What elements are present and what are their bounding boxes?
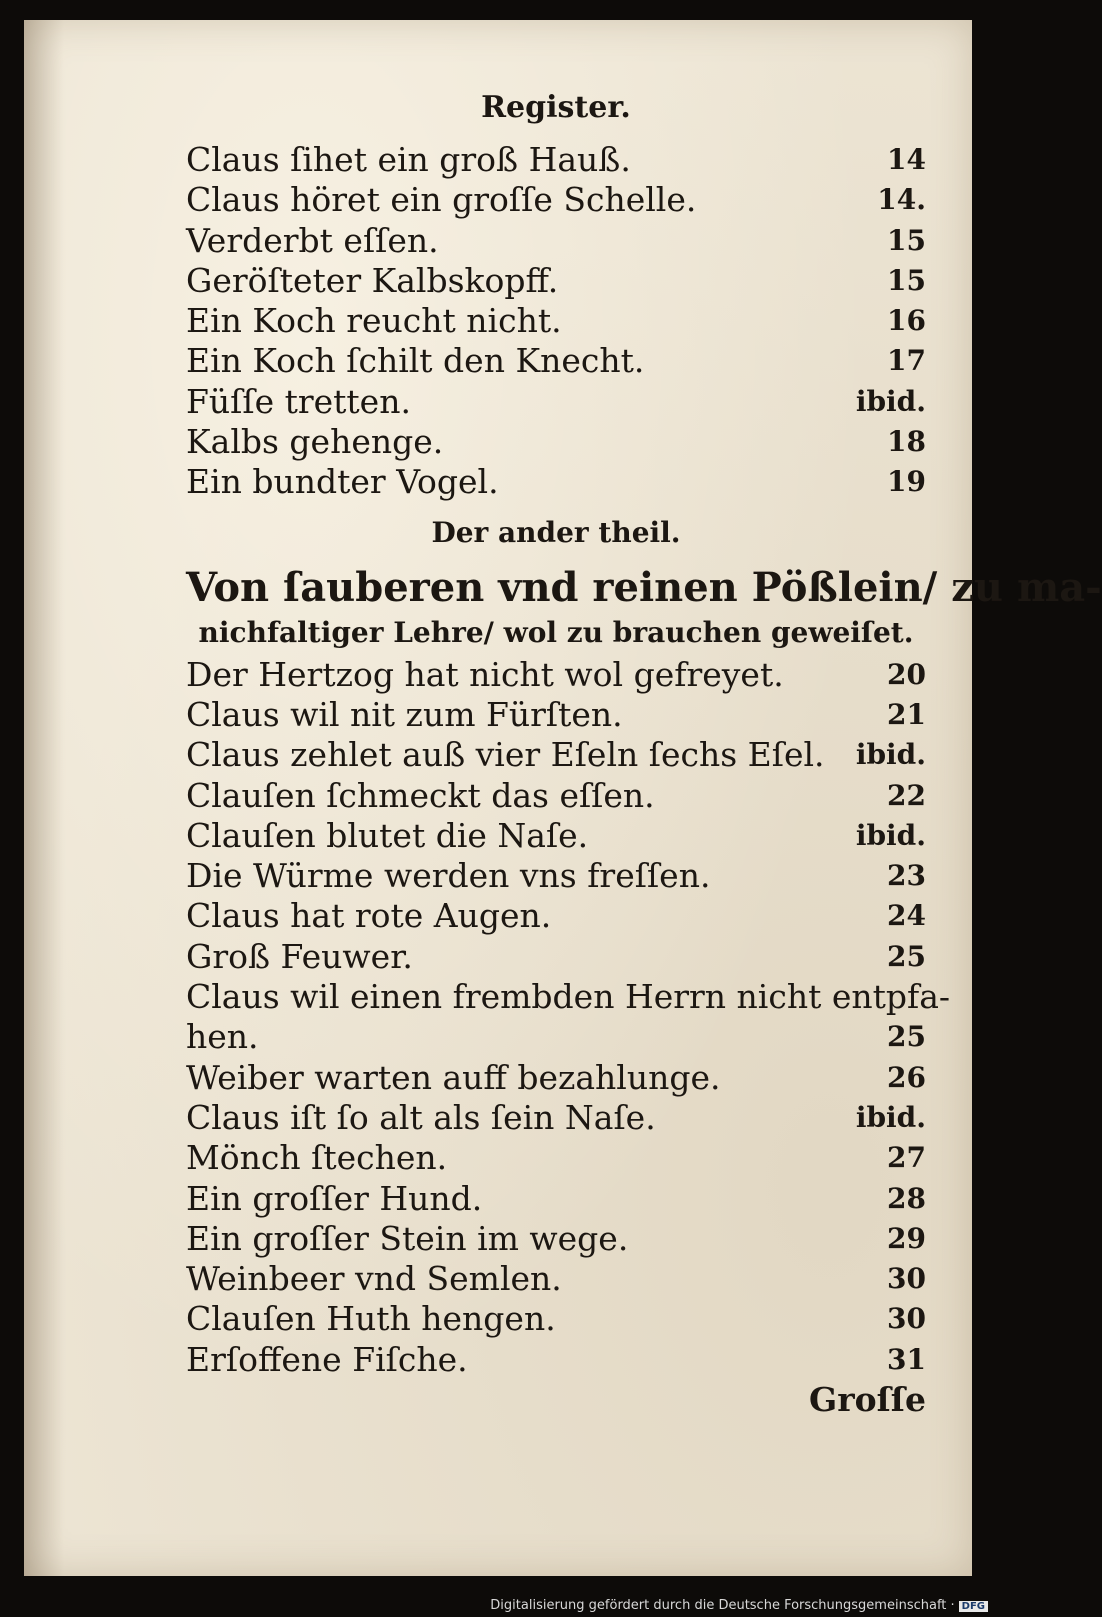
register-list-part1	[186, 140, 926, 503]
entry-page-number: 30	[887, 1262, 926, 1296]
entry-page-number: 14	[887, 143, 926, 176]
entry-page-number: 22	[887, 778, 926, 812]
register-entry	[186, 462, 926, 502]
section-description-line1: Von ſauberen vnd reinen Pößlein/ zu ma-	[186, 563, 1102, 611]
entry-title: Claus ſihet ein groß Hauß.	[186, 140, 631, 179]
register-entry	[186, 695, 926, 735]
register-entry	[186, 341, 926, 381]
entry-page-number: ibid.	[855, 818, 926, 852]
entry-title: Ein bundter Vogel.	[186, 462, 499, 502]
entry-title: Der Hertzog hat nicht wol gefreyet.	[186, 654, 784, 694]
register-entry	[186, 655, 926, 695]
entry-title: Ein groſſer Stein im wege.	[186, 1218, 629, 1258]
page-heading: Register.	[481, 90, 631, 125]
entry-page-number: 25	[887, 939, 926, 973]
entry-title: Ein Koch ſchilt den Knecht.	[186, 341, 645, 381]
register-entry	[186, 301, 926, 341]
catchword-row	[186, 1380, 926, 1424]
register-entry	[186, 856, 926, 896]
register-entry	[186, 180, 926, 220]
entry-page-number: 25	[887, 1020, 926, 1054]
register-entry	[186, 1098, 926, 1138]
entry-title: Clauſen ſchmeckt das eſſen.	[186, 775, 655, 815]
entry-title: Die Würme werden vns freſſen.	[186, 856, 711, 896]
entry-page-number: 30	[887, 1302, 926, 1336]
entry-page-number: 31	[887, 1342, 926, 1376]
entry-page-number: 16	[887, 304, 926, 338]
register-entry	[186, 1179, 926, 1219]
entry-title: Claus zehlet auß vier Eſeln ſechs Eſel.	[186, 735, 825, 775]
entry-page-number: 20	[887, 657, 926, 691]
dfg-logo: DFG	[959, 1601, 988, 1612]
entry-page-number: 27	[887, 1141, 926, 1175]
entry-title: Mönch ſtechen.	[186, 1138, 448, 1178]
entry-title: Claus wil einen frembden Herrn nicht entpfa-	[186, 977, 951, 1017]
entry-page-number: 15	[887, 223, 926, 257]
register-list-part2	[186, 654, 951, 1380]
register-entry	[186, 977, 951, 1017]
register-text	[186, 90, 1102, 1424]
register-entry	[186, 816, 926, 856]
register-entry	[186, 735, 926, 775]
entry-page-number: 26	[887, 1060, 926, 1094]
entry-page-number: 21	[887, 697, 926, 731]
entry-title: Geröſteter Kalbskopff.	[186, 260, 559, 300]
register-entry	[186, 1259, 926, 1299]
entry-title: Weinbeer vnd Semlen.	[186, 1259, 562, 1299]
entry-title: Weiber warten auff bezahlunge.	[186, 1057, 721, 1097]
entry-page-number: 17	[887, 344, 926, 378]
entry-title: hen.	[186, 1017, 259, 1057]
register-entry	[186, 1058, 926, 1098]
register-entry	[186, 382, 926, 422]
entry-title: Kalbs gehenge.	[186, 422, 444, 462]
entry-title: Clauſen Huth hengen.	[186, 1299, 556, 1339]
digitization-footer	[490, 1598, 988, 1613]
entry-title: Ein Koch reucht nicht.	[186, 301, 562, 341]
entry-page-number: 29	[887, 1221, 926, 1255]
entry-page-number: 19	[887, 465, 926, 499]
entry-title: Ein groſſer Hund.	[186, 1178, 483, 1218]
entry-title: Füſſe tretten.	[186, 381, 411, 421]
footer-text: Digitalisierung gefördert durch die Deutsche Forschungsgemeinschaft ·	[490, 1598, 955, 1613]
entry-title: Claus wil nit zum Fürſten.	[186, 694, 623, 734]
register-entry	[186, 221, 926, 261]
register-entry	[186, 1340, 926, 1380]
entry-title: Claus höret ein groſſe Schelle.	[186, 180, 697, 220]
entry-page-number: 15	[887, 263, 926, 297]
entry-page-number: 14.	[877, 183, 926, 217]
register-entry	[186, 776, 926, 816]
entry-page-number: 18	[887, 425, 926, 459]
register-entry	[186, 422, 926, 462]
gutter-shadow	[24, 20, 64, 1576]
register-entry	[186, 1299, 926, 1339]
entry-page-number: ibid.	[855, 1100, 926, 1134]
entry-page-number: ibid.	[855, 384, 926, 418]
entry-title: Claus iſt ſo alt als ſein Naſe.	[186, 1097, 656, 1137]
entry-title: Verderbt eſſen.	[186, 220, 439, 260]
entry-page-number: ibid.	[855, 738, 926, 772]
register-entry	[186, 140, 926, 180]
entry-title: Erſoffene Fiſche.	[186, 1339, 468, 1379]
section-title: Der ander theil.	[431, 515, 681, 549]
entry-page-number: 28	[887, 1181, 926, 1215]
register-entry	[186, 1017, 926, 1057]
entry-title: Claus hat rote Augen.	[186, 896, 552, 936]
register-entry	[186, 261, 926, 301]
register-entry	[186, 1138, 926, 1178]
entry-title: Clauſen blutet die Naſe.	[186, 815, 589, 855]
entry-page-number: 24	[887, 899, 926, 933]
catchword: Groſſe	[809, 1380, 926, 1420]
register-entry	[186, 1219, 926, 1259]
entry-title: Groß Feuwer.	[186, 936, 413, 976]
register-entry	[186, 937, 926, 977]
section-description-line2: nichfaltiger Lehre/ wol zu brauchen geweiſet.	[198, 615, 914, 649]
entry-page-number: 23	[887, 859, 926, 893]
register-entry	[186, 896, 926, 936]
book-page	[24, 20, 1102, 1576]
